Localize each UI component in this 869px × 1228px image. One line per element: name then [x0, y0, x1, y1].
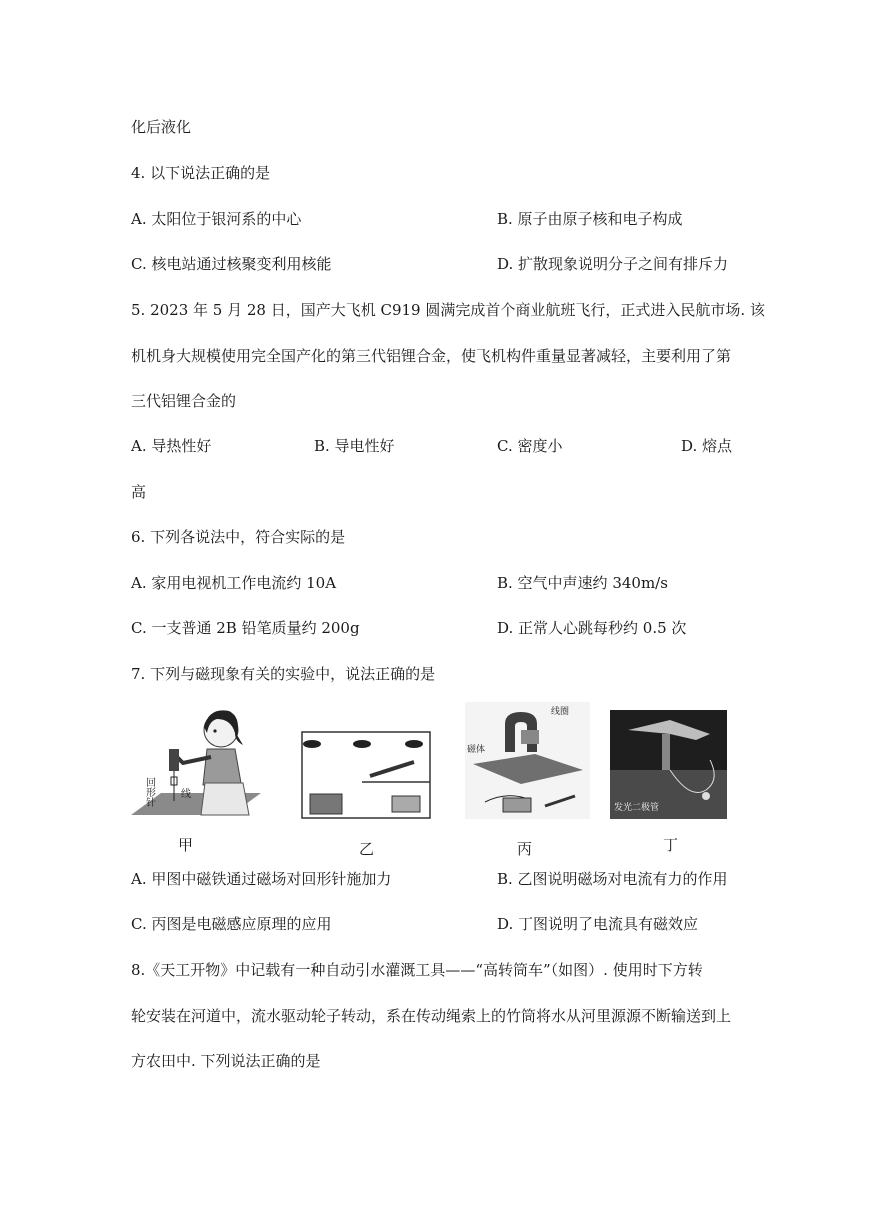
question-4-option-d: D. 扩散现象说明分子之间有排斥力: [497, 255, 729, 273]
question-4-option-b: B. 原子由原子核和电子构成: [497, 210, 683, 228]
figure-jia-girl-magnet: [131, 705, 266, 829]
question-8-stem-line-3: 方农田中. 下列说法正确的是: [131, 1052, 321, 1070]
figure-ding-caption: 丁: [663, 836, 679, 854]
figure-ding-generator-led: [610, 710, 727, 819]
question-5-option-a: A. 导热性好: [131, 437, 212, 455]
figure-yi-circuit: [296, 722, 433, 822]
question-5-stem-line-2: 机机身大规模使用完全国产化的第三代铝锂合金，使飞机构件重量显著减轻，主要利用了第: [131, 347, 732, 365]
question-7-stem: 7. 下列与磁现象有关的实验中，说法正确的是: [131, 665, 436, 683]
question-6-option-d: D. 正常人心跳每秒约 0.5 次: [497, 619, 687, 637]
figure-bing-label-coil: 线圈: [551, 707, 570, 717]
question-6-stem: 6. 下列各说法中，符合实际的是: [131, 528, 346, 546]
figure-jia-caption: 甲: [178, 836, 194, 854]
question-7-option-a: A. 甲图中磁铁通过磁场对回形针施加力: [131, 870, 392, 888]
question-4-stem: 4. 以下说法正确的是: [131, 164, 271, 182]
question-5-stem-line-1: 5. 2023 年 5 月 28 日，国产大飞机 C919 圆满完成首个商业航班飞行，正式进入民航市场. 该: [131, 301, 765, 319]
text-line-continuation: 化后液化: [131, 118, 192, 136]
figure-bing-caption: 丙: [517, 840, 533, 858]
figure-bing-coil-magnet: [465, 702, 590, 819]
question-7-option-d: D. 丁图说明了电流具有磁效应: [497, 915, 699, 933]
question-4-option-c: C. 核电站通过核聚变利用核能: [131, 255, 332, 273]
question-5-option-c: C. 密度小: [497, 437, 563, 455]
question-5-option-d-wrap: 高: [131, 483, 147, 501]
question-4-option-a: A. 太阳位于银河系的中心: [131, 210, 302, 228]
question-7-option-b: B. 乙图说明磁场对电流有力的作用: [497, 870, 728, 888]
question-6-option-b: B. 空气中声速约 340m/s: [497, 574, 668, 592]
figure-yi-caption: 乙: [359, 840, 375, 858]
question-6-option-c: C. 一支普通 2B 铅笔质量约 200g: [131, 619, 360, 637]
question-8-stem-line-2: 轮安装在河道中，流水驱动轮子转动，系在传动绳索上的竹筒将水从河里源源不断输送到上: [131, 1007, 732, 1025]
question-7-option-c: C. 丙图是电磁感应原理的应用: [131, 915, 332, 933]
figure-bing-label-magnet: 磁体: [467, 745, 486, 755]
question-5-option-d: D. 熔点: [681, 437, 733, 455]
question-8-stem-line-1: 8.《天工开物》中记载有一种自动引水灌溉工具——“高转筒车”（如图）. 使用时下方转: [131, 961, 703, 979]
question-5-stem-line-3: 三代铝锂合金的: [131, 392, 237, 410]
figure-jia-label-thread: 线: [181, 789, 191, 800]
figure-ding-label-led: 发光二极管: [614, 803, 660, 813]
figure-jia-label-clip: 回形针: [143, 777, 155, 807]
question-6-option-a: A. 家用电视机工作电流约 10A: [131, 574, 337, 592]
question-5-option-b: B. 导电性好: [314, 437, 395, 455]
